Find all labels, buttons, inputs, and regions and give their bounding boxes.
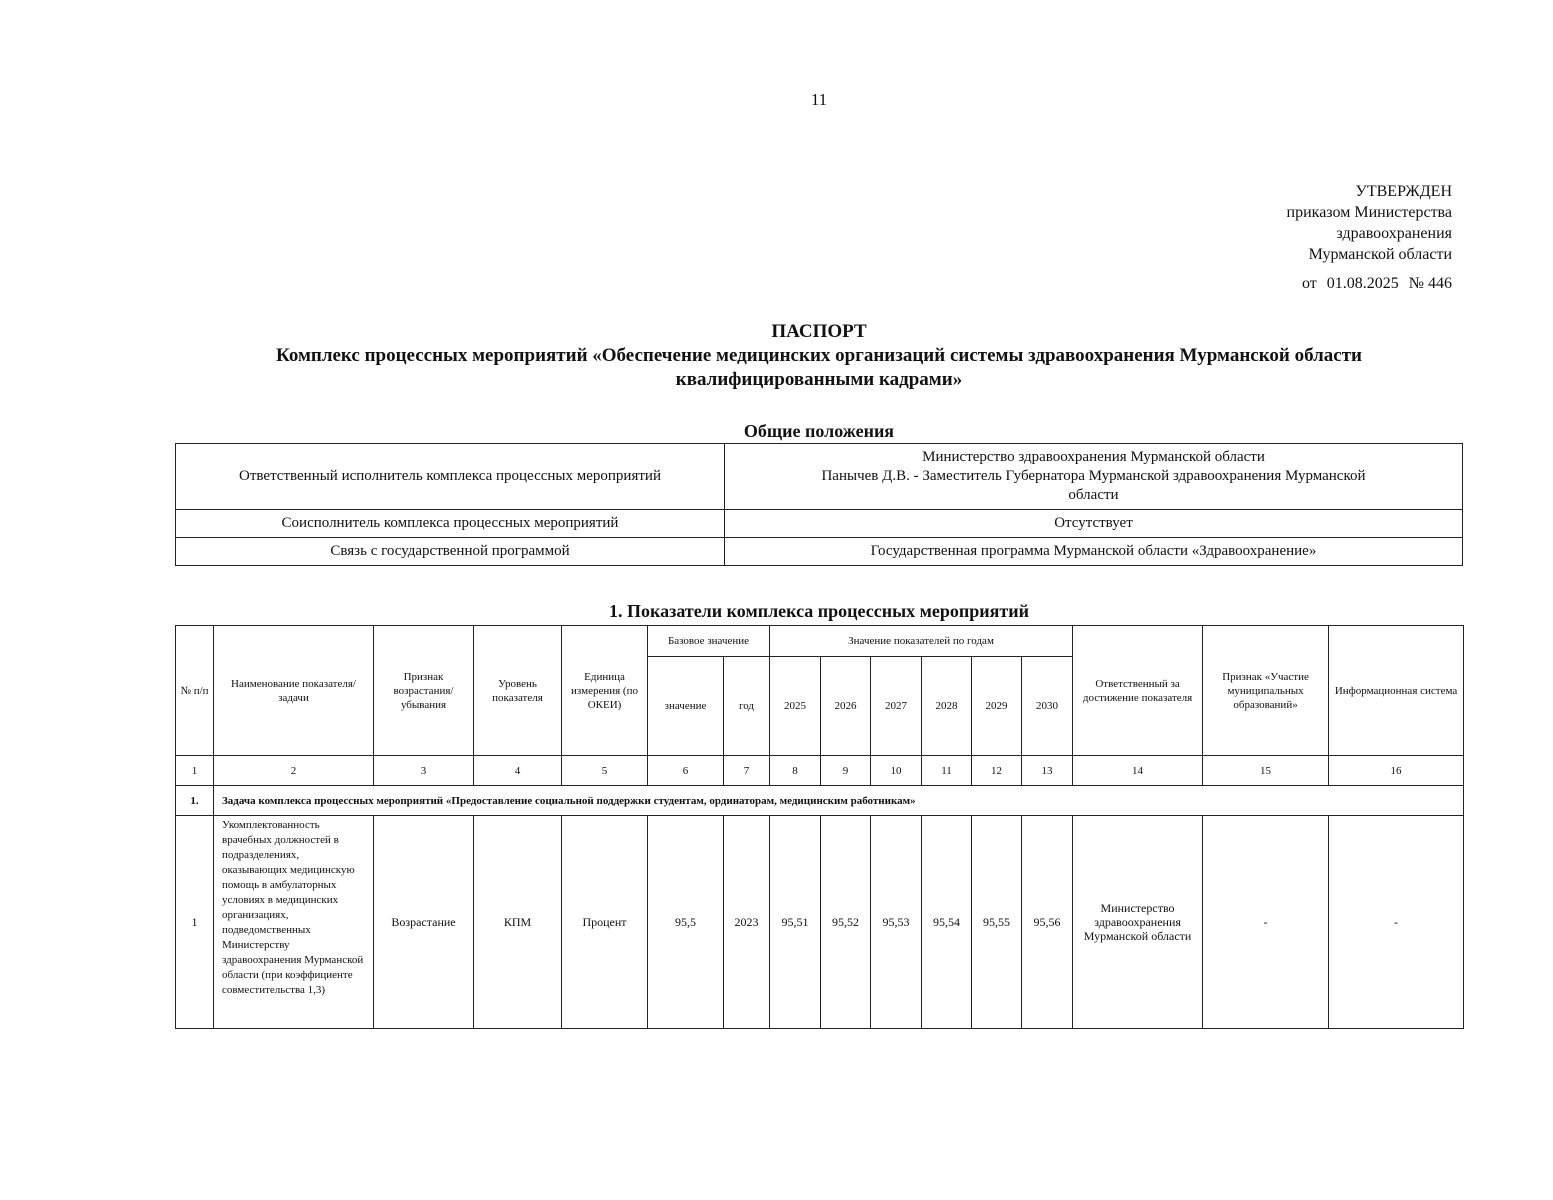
header-year: 2030 — [1022, 657, 1073, 756]
general-row-label: Ответственный исполнитель комплекса процессных мероприятий — [176, 444, 725, 510]
row-responsible: Министерство здравоохранения Мурманской области — [1073, 816, 1203, 1029]
header-year: 2026 — [821, 657, 871, 756]
general-value-line: Министерство здравоохранения Мурманской области — [922, 449, 1265, 465]
table-header-row — [176, 626, 1464, 657]
table-row — [176, 816, 1464, 1029]
task-text: Задача комплекса процессных мероприятий «Предоставление социальной поддержки студентам, ординаторам, медицинским работникам» — [214, 786, 1464, 816]
header-level: Уровень показателя — [474, 626, 562, 756]
approval-stamp — [1152, 181, 1452, 294]
column-number: 6 — [648, 756, 724, 786]
column-number: 14 — [1073, 756, 1203, 786]
column-number: 3 — [374, 756, 474, 786]
general-row-value — [725, 444, 1463, 510]
header-name: Наименование показателя/задачи — [214, 626, 374, 756]
column-number: 15 — [1203, 756, 1329, 786]
row-info-system: - — [1329, 816, 1464, 1029]
document-title — [175, 320, 1463, 392]
column-number: 16 — [1329, 756, 1464, 786]
row-year-value: 95,52 — [821, 816, 871, 1029]
general-row-label: Соисполнитель комплекса процессных мероприятий — [176, 510, 725, 538]
general-value-line: области — [1068, 487, 1119, 503]
row-level: КПМ — [474, 816, 562, 1029]
row-municipal: - — [1203, 816, 1329, 1029]
header-year: 2027 — [871, 657, 922, 756]
general-row — [176, 444, 1463, 510]
column-number: 2 — [214, 756, 374, 786]
task-row — [176, 786, 1464, 816]
approval-date: 01.08.2025 — [1326, 275, 1399, 292]
approval-from-label: от — [1301, 275, 1317, 292]
general-value-line: Панычев Д.В. - Заместитель Губернатора Мурманской здравоохранения Мурманской — [821, 468, 1366, 484]
header-years-group: Значение показателей по годам — [770, 626, 1073, 657]
row-base-value: 95,5 — [648, 816, 724, 1029]
column-number: 12 — [972, 756, 1022, 786]
column-number: 8 — [770, 756, 821, 786]
general-row-value: Государственная программа Мурманской области «Здравоохранение» — [725, 538, 1463, 566]
column-number: 13 — [1022, 756, 1073, 786]
approval-line-3: Мурманской области — [1308, 246, 1452, 263]
column-numbers-row — [176, 756, 1464, 786]
header-base-year: год — [724, 657, 770, 756]
general-provisions-heading: Общие положения — [743, 421, 895, 441]
header-year: 2029 — [972, 657, 1022, 756]
indicators-table — [175, 625, 1464, 1029]
column-number: 11 — [922, 756, 972, 786]
general-row-label: Связь с государственной программой — [176, 538, 725, 566]
header-base-value: значение — [648, 657, 724, 756]
page-number: 11 — [810, 90, 828, 109]
column-number: 7 — [724, 756, 770, 786]
column-number: 1 — [176, 756, 214, 786]
general-row — [176, 510, 1463, 538]
approval-number: № 446 — [1408, 275, 1452, 292]
row-name: Укомплектованность врачебных должностей в подразделениях, оказывающих медицинскую помощь в амбулаторных условиях в медицинских организациях, подведомственных Министерству здравоохранения Мурманской области (при коэффициенте совместительства 1,3) — [214, 816, 374, 1029]
header-year: 2028 — [922, 657, 972, 756]
column-number: 9 — [821, 756, 871, 786]
title-subtitle-line-1: Комплекс процессных мероприятий «Обеспечение медицинских организаций системы здравоохранения Мурманской области — [275, 345, 1363, 366]
column-number: 4 — [474, 756, 562, 786]
title-subtitle-line-2: квалифицированными кадрами» — [675, 369, 963, 390]
row-sign: Возрастание — [374, 816, 474, 1029]
general-provisions-table — [175, 443, 1463, 566]
row-year-value: 95,53 — [871, 816, 922, 1029]
header-info-system: Информационная система — [1329, 626, 1464, 756]
row-year-value: 95,51 — [770, 816, 821, 1029]
row-num: 1 — [176, 816, 214, 1029]
header-year: 2025 — [770, 657, 821, 756]
header-unit: Единица измерения (по ОКЕИ) — [562, 626, 648, 756]
column-number: 5 — [562, 756, 648, 786]
row-year-value: 95,55 — [972, 816, 1022, 1029]
header-responsible: Ответственный за достижение показателя — [1073, 626, 1203, 756]
header-base-group: Базовое значение — [648, 626, 770, 657]
row-base-year: 2023 — [724, 816, 770, 1029]
general-row-value: Отсутствует — [725, 510, 1463, 538]
general-row — [176, 538, 1463, 566]
approval-line-1: приказом Министерства — [1286, 204, 1452, 221]
header-num: № п/п — [176, 626, 214, 756]
task-number: 1. — [176, 786, 214, 816]
indicators-heading: 1. Показатели комплекса процессных мероприятий — [608, 601, 1029, 621]
row-unit: Процент — [562, 816, 648, 1029]
row-year-value: 95,56 — [1022, 816, 1073, 1029]
header-sign: Признак возрастания/ убывания — [374, 626, 474, 756]
approval-status: УТВЕРЖДЕН — [1355, 183, 1452, 200]
approval-order-line — [1152, 273, 1452, 294]
title-main: ПАСПОРТ — [771, 321, 867, 342]
column-number: 10 — [871, 756, 922, 786]
header-municipal: Признак «Участие муниципальных образований» — [1203, 626, 1329, 756]
approval-line-2: здравоохранения — [1336, 225, 1452, 242]
row-year-value: 95,54 — [922, 816, 972, 1029]
